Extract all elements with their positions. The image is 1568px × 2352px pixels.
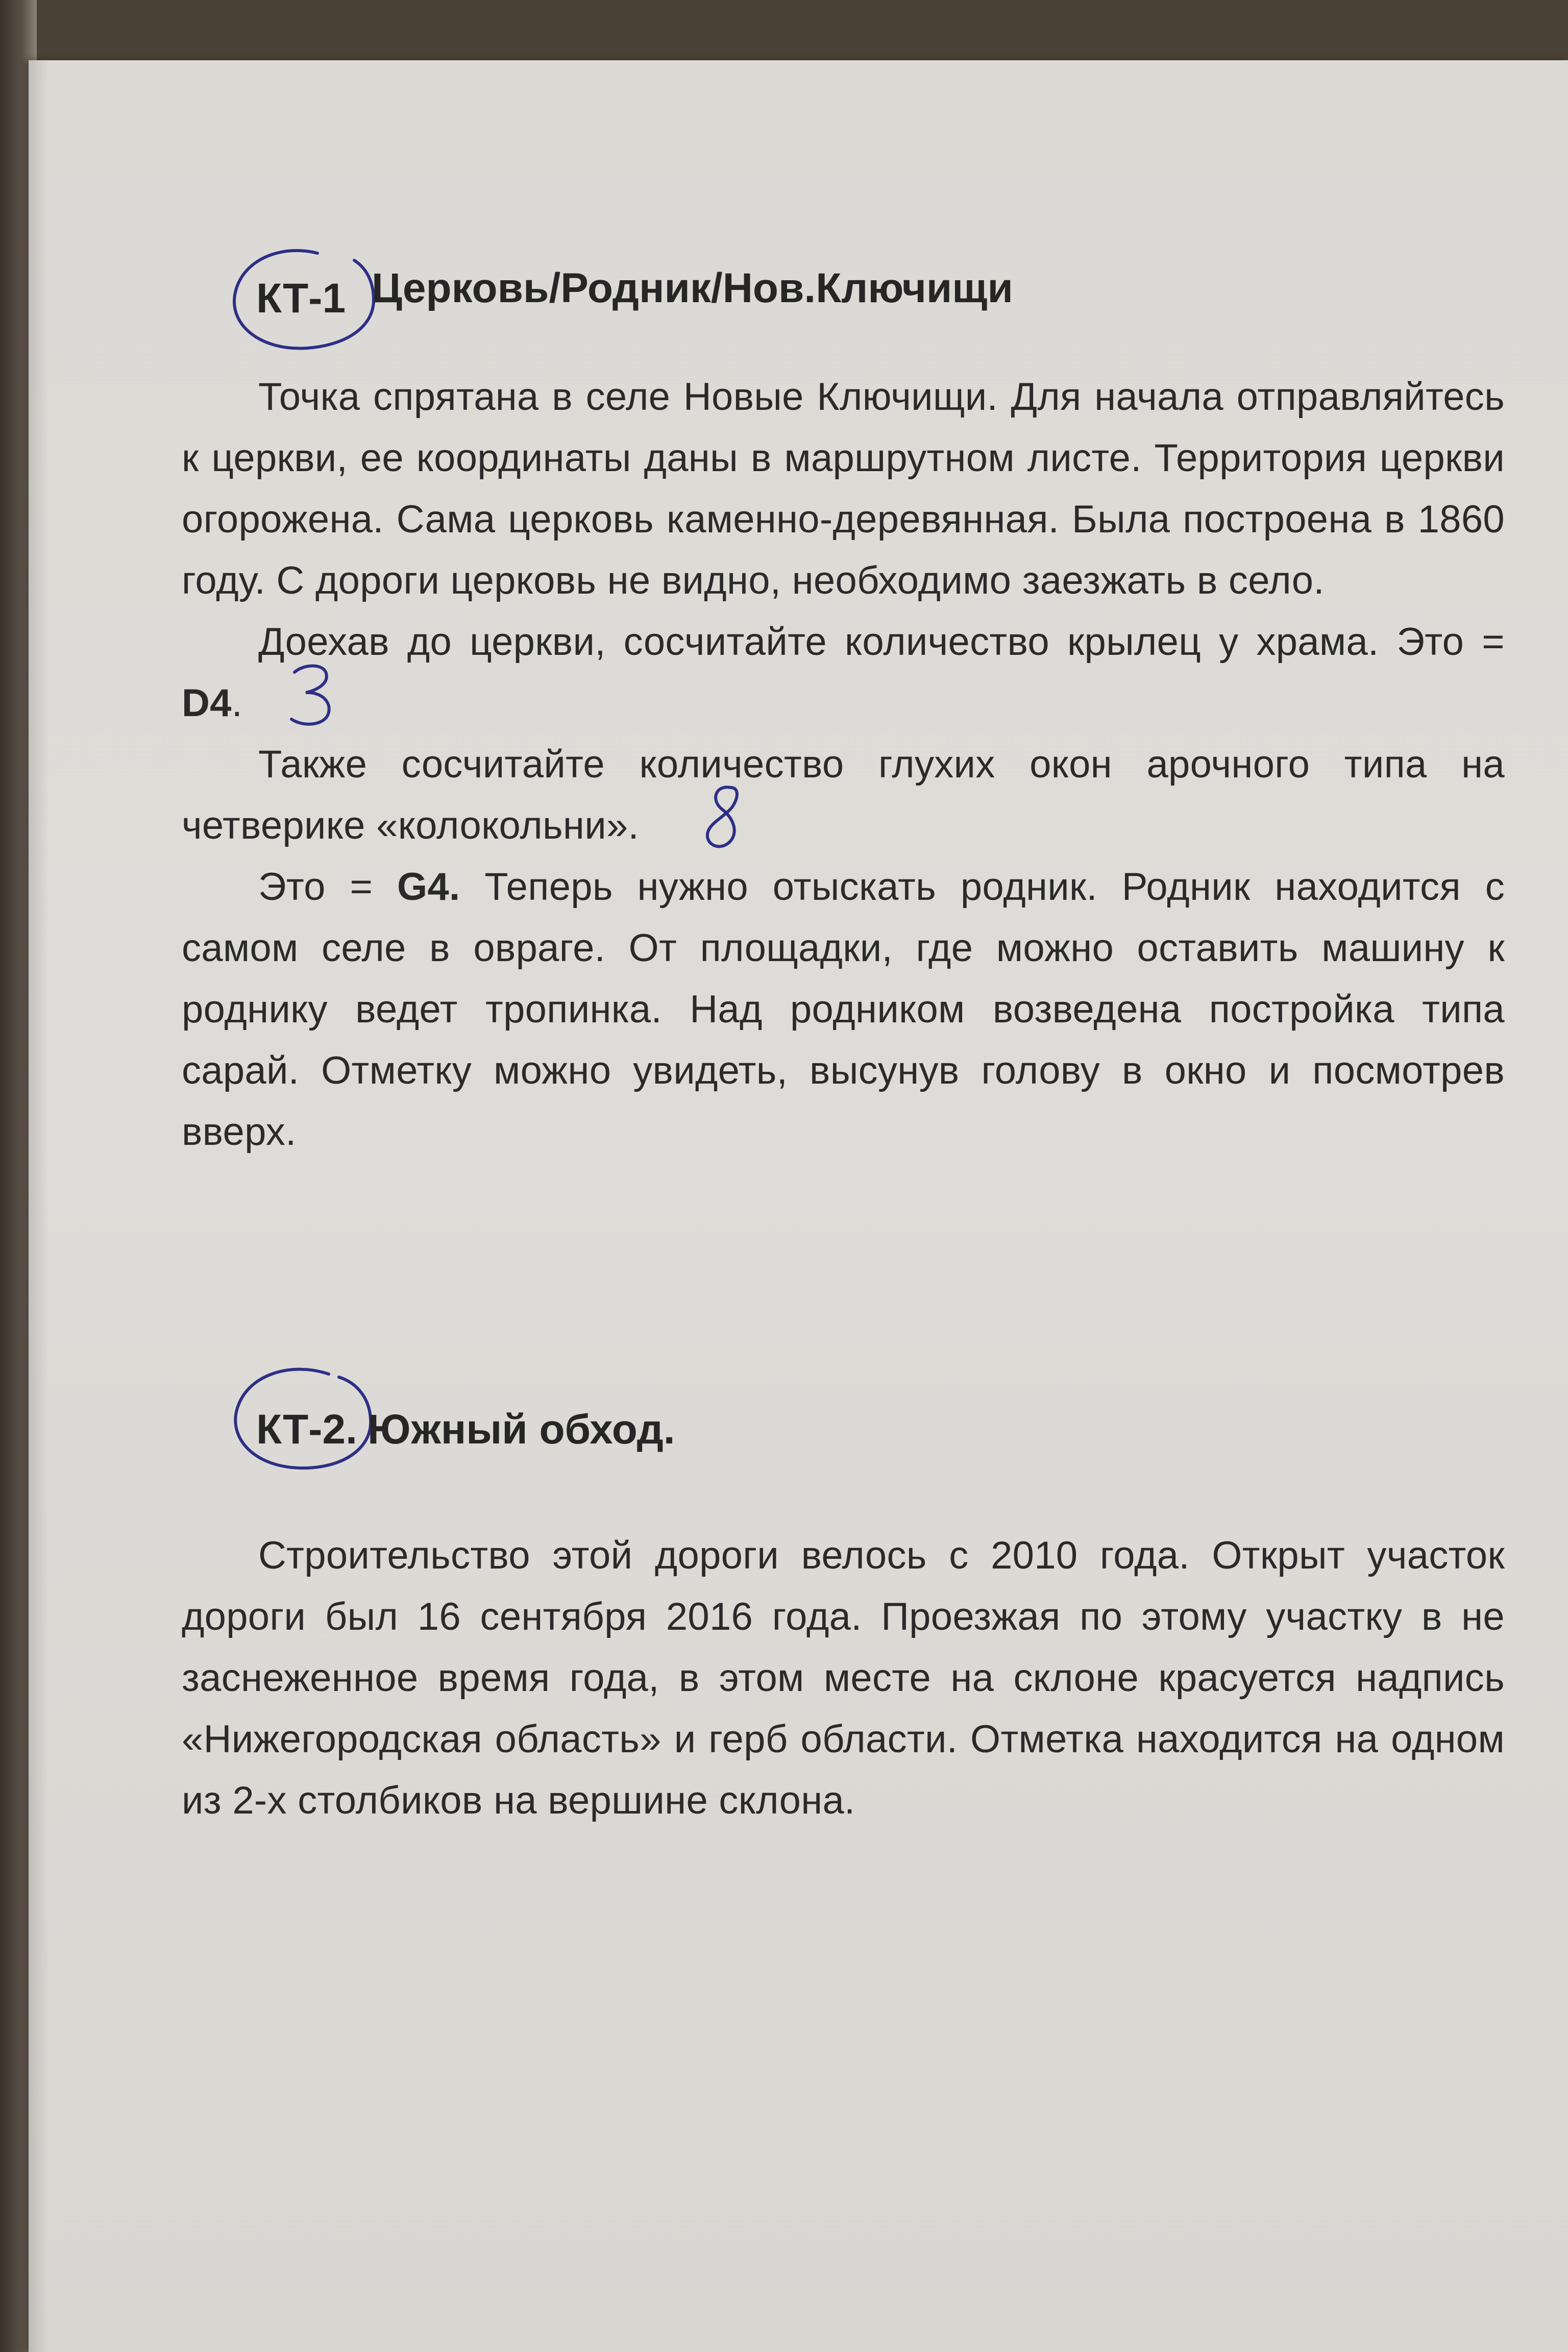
kt1-body [182,366,1505,1163]
kt2-paragraph-1: Строительство этой дороги велось с 2010 года. Открыт участок дороги был 16 сентября 2016 года. Проезжая по этому участку в не заснеженное время года, в этом месте на склоне красуется надпись «Нижегородская область» и герб области. Отметка находится на одном из 2-х столбиков на вершине склона. [182,1534,1505,1822]
paper-sheet [29,60,1568,2352]
kt2-heading [175,1377,1505,1469]
kt1-p4-text: Теперь нужно отыскать родник. Родник находится с самом селе в овраге. От площадки, где можно оставить машину к роднику ведет тропинка. Над родником возведена постройка типа сарай. Отметку можно увидеть, высунув голову в окно и посмотрев вверх. [182,865,1505,1154]
handwritten-8-mark [695,777,756,859]
kt1-number: КТ-1 [256,275,346,322]
kt1-code-d4: D4 [182,681,232,725]
section-kt1 [175,213,1505,1154]
kt1-code-g4: G4. [397,865,460,909]
kt1-paragraph-1: Точка спрятана в селе Новые Ключищи. Для начала отправляйтесь к церкви, ее координаты даны в маршрутном листе. Территория церкви огорожена. Сама церковь каменно-деревянная. Была построена в 1860 году. С дороги церковь не видно, необходимо заезжать в село. [182,375,1505,602]
kt1-p3-text: Также сосчитайте количество глухих окон арочного типа на четверике «колокольни». [182,743,1505,847]
handwritten-3-mark [283,655,345,731]
kt1-p2-text: Доехав до церкви, сосчитайте количество крылец у храма. Это = [258,620,1505,664]
kt2-number: КТ-2. [256,1406,357,1453]
handwritten-answer-d4 [283,675,345,726]
kt1-paragraph-2 [182,611,1505,734]
section-kt2 [175,1377,1505,1822]
kt2-body [182,1525,1505,1831]
kt1-heading [175,213,1505,322]
kt1-p2-end: . [231,681,243,725]
kt2-title: Южный обход. [368,1406,675,1453]
kt1-p4-lead: Это = [258,865,398,909]
handwritten-answer-g4 [695,798,756,849]
kt1-paragraph-4 [182,856,1505,1163]
kt1-paragraph-3 [182,734,1505,856]
kt1-title: Церковь/Родник/Нов.Ключищи [372,265,1013,311]
